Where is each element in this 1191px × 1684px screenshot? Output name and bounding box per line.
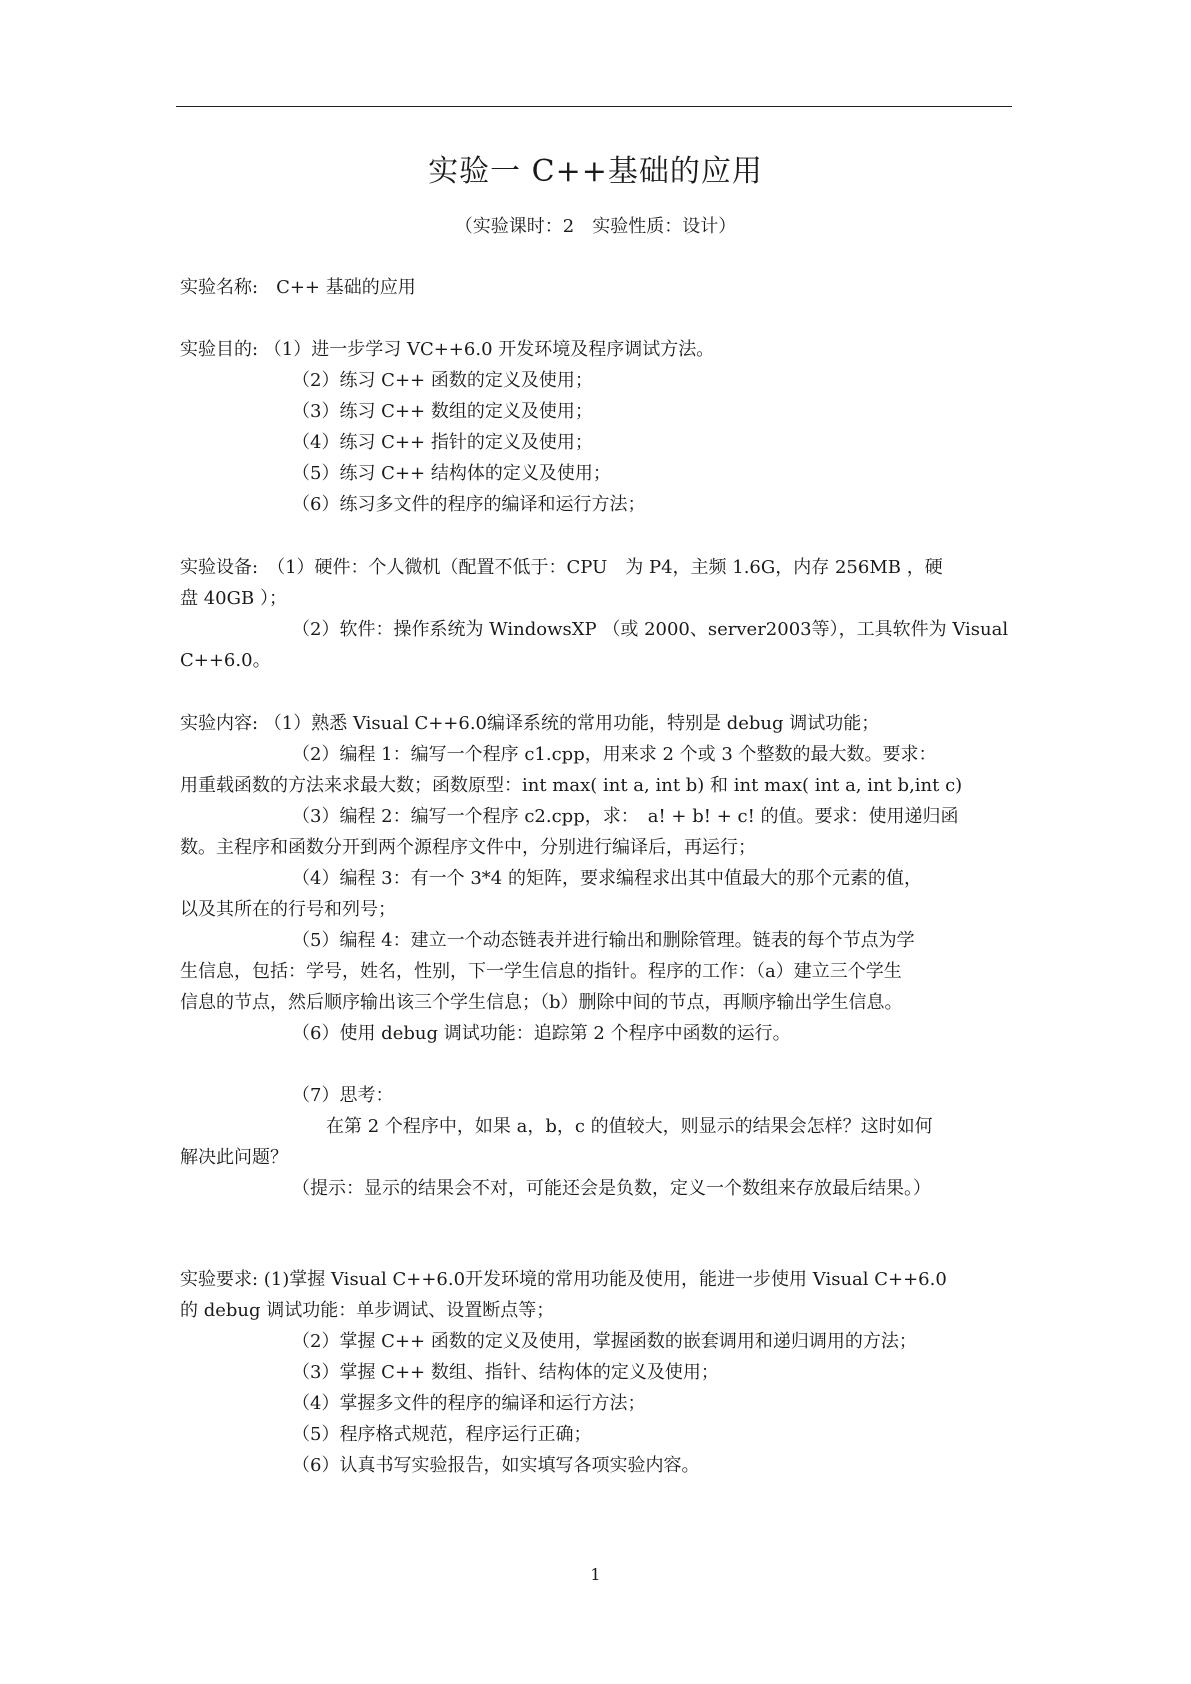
content-line-3: 用重载函数的方法来求最大数；函数原型：int max( int a, int b) 和 int max( int a, int b,int c) (180, 775, 963, 796)
content-line-5: 数。主程序和函数分开到两个源程序文件中，分别进行编译后，再运行； (180, 837, 756, 858)
equipment-line-3: （2）软件：操作系统为 WindowsXP （或 2000、server2003等），工具软件为 Visual (292, 619, 1009, 640)
content-line-15: （提示：显示的结果会不对，可能还会是负数，定义一个数组来存放最后结果。） (292, 1178, 931, 1199)
content-line-1: 实验内容: （1）熟悉 Visual C++6.0编译系统的常用功能，特别是 debug 调试功能； (180, 713, 880, 734)
content-line-9: 生信息，包括：学号，姓名，性别，下一学生信息的指针。程序的工作：（a）建立三个学生 (180, 961, 902, 982)
purpose-line-1: 实验目的: （1）进一步学习 VC++6.0 开发环境及程序调试方法。 (180, 339, 715, 360)
requirements-line-4: （3）掌握 C++ 数组、指针、结构体的定义及使用； (292, 1362, 719, 1383)
purpose-line-6: （6）练习多文件的程序的编译和运行方法； (292, 494, 646, 515)
page-number: 1 (590, 1565, 601, 1584)
content-line-13: 在第 2 个程序中，如果 a，b，c 的值较大，则显示的结果会怎样？这时如何 (326, 1116, 933, 1137)
requirements-line-3: （2）掌握 C++ 函数的定义及使用，掌握函数的嵌套调用和递归调用的方法； (292, 1331, 917, 1352)
experiment-name: 实验名称: C++ 基础的应用 (180, 277, 416, 298)
content-line-4: （3）编程 2：编写一个程序 c2.cpp，求： a! + b! + c! 的值。要求：使用递归函 (292, 806, 959, 827)
content-line-6: （4）编程 3：有一个 3*4 的矩阵，要求编程求出其中值最大的那个元素的值， (292, 868, 922, 889)
content-line-14: 解决此问题？ (180, 1147, 288, 1168)
requirements-line-2: 的 debug 调试功能：单步调试、设置断点等； (180, 1300, 555, 1321)
requirements-line-5: （4）掌握多文件的程序的编译和运行方法； (292, 1393, 646, 1414)
document-subtitle: （实验课时：2 实验性质：设计） (454, 216, 737, 237)
equipment-line-4: C++6.0。 (180, 650, 271, 671)
content-line-12: （7）思考： (292, 1085, 394, 1106)
header-rule (176, 106, 1012, 107)
equipment-line-2: 盘 40GB ）； (180, 588, 287, 609)
requirements-line-7: （6）认真书写实验报告，如实填写各项实验内容。 (292, 1455, 700, 1476)
requirements-line-6: （5）程序格式规范，程序运行正确； (292, 1424, 592, 1445)
equipment-line-1: 实验设备: （1）硬件：个人微机（配置不低于：CPU 为 P4，主频 1.6G，内存 256MB ，硬 (180, 557, 943, 578)
purpose-line-4: （4）练习 C++ 指针的定义及使用； (292, 432, 593, 453)
content-line-10: 信息的节点，然后顺序输出该三个学生信息；（b）删除中间的节点，再顺序输出学生信息。 (180, 992, 903, 1013)
content-line-7: 以及其所在的行号和列号； (180, 899, 396, 920)
purpose-line-3: （3）练习 C++ 数组的定义及使用； (292, 401, 593, 422)
content-line-2: （2）编程 1：编写一个程序 c1.cpp，用来求 2 个或 3 个整数的最大数。要求： (292, 744, 937, 765)
document-title: 实验一 C++基础的应用 (428, 154, 763, 189)
purpose-line-2: （2）练习 C++ 函数的定义及使用； (292, 370, 593, 391)
requirements-line-1: 实验要求: (1)掌握 Visual C++6.0开发环境的常用功能及使用，能进一步使用 Visual C++6.0 (180, 1269, 947, 1290)
content-line-8: （5）编程 4：建立一个动态链表并进行输出和删除管理。链表的每个节点为学 (292, 930, 915, 951)
content-line-11: （6）使用 debug 调试功能：追踪第 2 个程序中函数的运行。 (292, 1023, 791, 1044)
purpose-line-5: （5）练习 C++ 结构体的定义及使用； (292, 463, 611, 484)
